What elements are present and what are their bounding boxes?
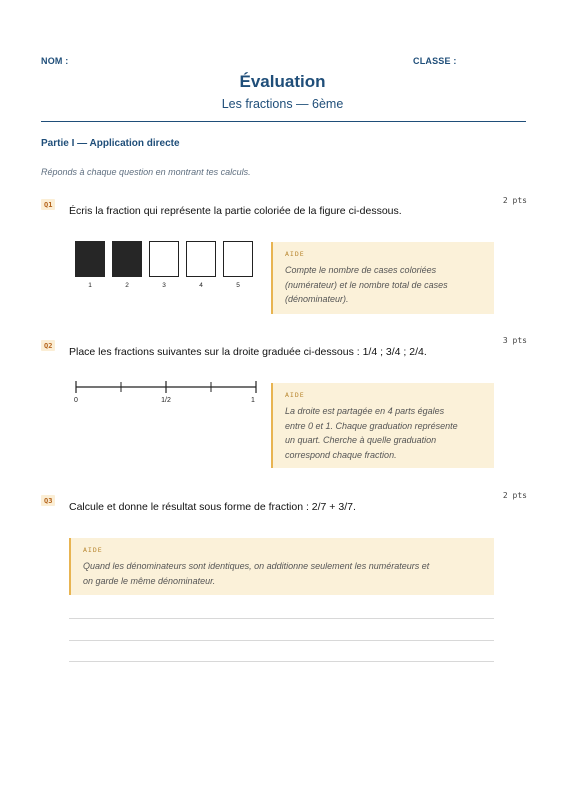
question-points: 2 pts — [502, 196, 527, 205]
number-line — [70, 378, 265, 406]
hint-label: AIDE — [285, 250, 305, 258]
hint-line: on garde le même dénominateur. — [83, 575, 216, 586]
header-divider — [41, 121, 526, 122]
answer-line[interactable] — [69, 618, 494, 619]
hint-line: entre 0 et 1. Chaque graduation représente — [285, 420, 458, 431]
figure-box-empty — [186, 241, 216, 277]
section-instructions: Réponds à chaque question en montrant tes calculs. — [41, 167, 251, 177]
figure-box-empty — [149, 241, 179, 277]
class-label: CLASSE : — [413, 56, 457, 66]
hint-line: Compte le nombre de cases coloriées — [285, 265, 437, 275]
hint-line: (dénominateur). — [285, 294, 349, 304]
hint-line: (numérateur) et le nombre total de cases — [285, 279, 448, 290]
page-subtitle: Les fractions — 6ème — [221, 97, 344, 111]
question-text: Place les fractions suivantes sur la droite graduée ci-dessous : 1/4 ; 3/4 ; 2/4. — [69, 346, 427, 358]
figure-box-label: 5 — [236, 282, 240, 289]
question-text: Calcule et donne le résultat sous forme de fraction : 2/7 + 3/7. — [69, 501, 356, 513]
hint-box — [271, 383, 494, 468]
hint-line: La droite est partagée en 4 parts égales — [285, 406, 445, 416]
hint-box — [69, 538, 494, 595]
answer-line[interactable] — [69, 640, 494, 641]
number-line-label: 1/2 — [161, 397, 171, 404]
question-points: 2 pts — [502, 491, 527, 500]
question-points: 3 pts — [502, 336, 527, 345]
question-number-badge: Q1 — [41, 199, 55, 210]
figure-box-label: 1 — [88, 282, 92, 289]
name-label: NOM : — [41, 56, 69, 66]
section-title: Partie I — Application directe — [41, 138, 180, 149]
hint-box — [271, 242, 494, 314]
answer-line[interactable] — [69, 661, 494, 662]
question-text: Écris la fraction qui représente la partie coloriée de la figure ci-dessous. — [69, 205, 402, 217]
number-line-label: 1 — [251, 397, 255, 404]
hint-label: AIDE — [83, 546, 103, 554]
question-number-badge: Q2 — [41, 340, 55, 351]
hint-label: AIDE — [285, 391, 305, 399]
figure-box-empty — [223, 241, 253, 277]
hint-line: un quart. Cherche à quelle graduation — [285, 435, 437, 445]
figure-box-label: 3 — [162, 282, 166, 289]
hint-line: correspond chaque fraction. — [285, 449, 397, 460]
figure-box-shaded — [112, 241, 142, 277]
hint-text — [83, 559, 484, 588]
hint-text — [285, 263, 484, 307]
figure-box-label: 4 — [199, 282, 203, 289]
hint-line: Quand les dénominateurs sont identiques, on additionne seulement les numérateurs et — [83, 561, 430, 571]
question-number-badge: Q3 — [41, 495, 55, 506]
figure-box-label: 2 — [125, 282, 129, 289]
page-title: Évaluation — [239, 72, 326, 91]
figure-box-shaded — [75, 241, 105, 277]
hint-text — [285, 404, 484, 462]
number-line-label: 0 — [74, 397, 78, 404]
